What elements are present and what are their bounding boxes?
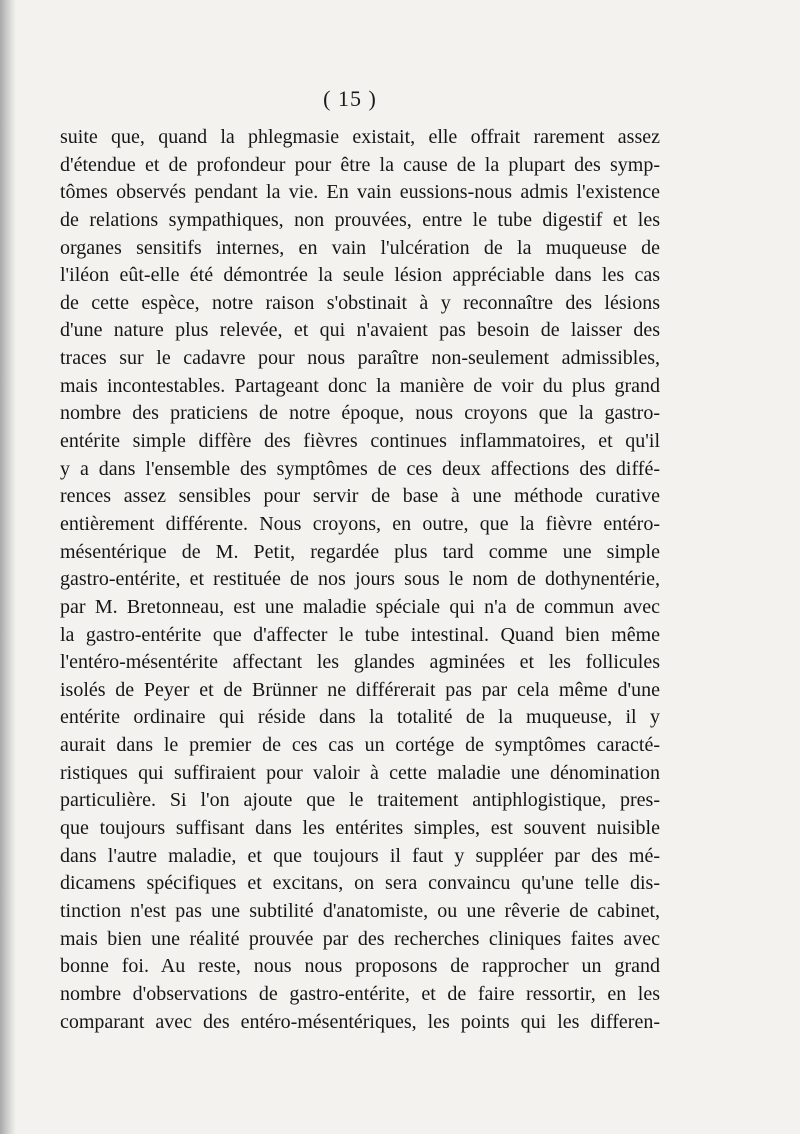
text-line: dicamens spécifiques et excitans, on sera convaincu qu'une telle dis- [60,872,660,895]
text-line: organes sensitifs internes, en vain l'ulcération de la muqueuse de [60,236,660,259]
text-line: isolés de Peyer et de Brünner ne différerait pas par cela même d'une [60,678,660,701]
text-line: nombre des praticiens de notre époque, nous croyons que la gastro- [60,402,660,425]
text-line: d'étendue et de profondeur pour être la cause de la plupart des symp- [60,153,660,176]
text-line: de cette espèce, notre raison s'obstinait à y reconnaître des lésions [60,291,660,314]
text-line: traces sur le cadavre pour nous paraître non-seulement admissibles, [60,347,660,370]
page-binding-edge [0,0,16,1134]
text-line: entérite ordinaire qui réside dans la totalité de la muqueuse, il y [60,706,660,729]
text-line: suite que, quand la phlegmasie existait, elle offrait rarement assez [60,126,660,148]
text-line: mésentérique de M. Petit, regardée plus tard comme une simple [60,540,660,563]
text-line: particulière. Si l'on ajoute que le traitement antiphlogistique, pres- [60,789,660,812]
page-number: ( 15 ) [323,86,377,111]
text-line: nombre d'observations de gastro-entérite, et de faire ressortir, en les [60,982,660,1005]
text-line: d'une nature plus relevée, et qui n'avaient pas besoin de laisser des [60,319,660,342]
text-line: comparant avec des entéro-mésentériques, les points qui les differen- [60,1010,660,1033]
text-line: mais incontestables. Partageant donc la manière de voir du plus grand [60,374,660,397]
body-text [60,124,660,1036]
text-line: y a dans l'ensemble des symptômes de ces deux affections des diffé- [60,457,660,480]
text-line: entérite simple diffère des fièvres continues inflammatoires, et qu'il [60,430,660,453]
text-line: bonne foi. Au reste, nous nous proposons de rapprocher un grand [60,955,660,978]
text-line: mais bien une réalité prouvée par des recherches cliniques faites avec [60,927,660,950]
text-line: l'entéro-mésentérite affectant les glandes agminées et les follicules [60,651,660,674]
text-line: dans l'autre maladie, et que toujours il faut y suppléer par des mé- [60,844,660,867]
text-line: la gastro-entérite que d'affecter le tube intestinal. Quand bien même [60,623,660,646]
text-line: tômes observés pendant la vie. En vain eussions-nous admis l'existence [60,181,660,204]
text-line: l'iléon eût-elle été démontrée la seule lésion appréciable dans les cas [60,264,660,287]
text-line: rences assez sensibles pour servir de base à une méthode curative [60,485,660,508]
text-line: par M. Bretonneau, est une maladie spéciale qui n'a de commun avec [60,595,660,618]
text-line: de relations sympathiques, non prouvées, entre le tube digestif et les [60,208,660,231]
text-line: que toujours suffisant dans les entérites simples, est souvent nuisible [60,817,660,840]
text-line: ristiques qui suffiraient pour valoir à cette maladie une dénomination [60,761,660,784]
text-line: aurait dans le premier de ces cas un cortége de symptômes caracté- [60,734,660,757]
text-line: gastro-entérite, et restituée de nos jours sous le nom de dothynentérie, [60,568,660,591]
text-line: tinction n'est pas une subtilité d'anatomiste, ou une rêverie de cabinet, [60,899,660,922]
text-line: entièrement différente. Nous croyons, en outre, que la fièvre entéro- [60,512,660,535]
